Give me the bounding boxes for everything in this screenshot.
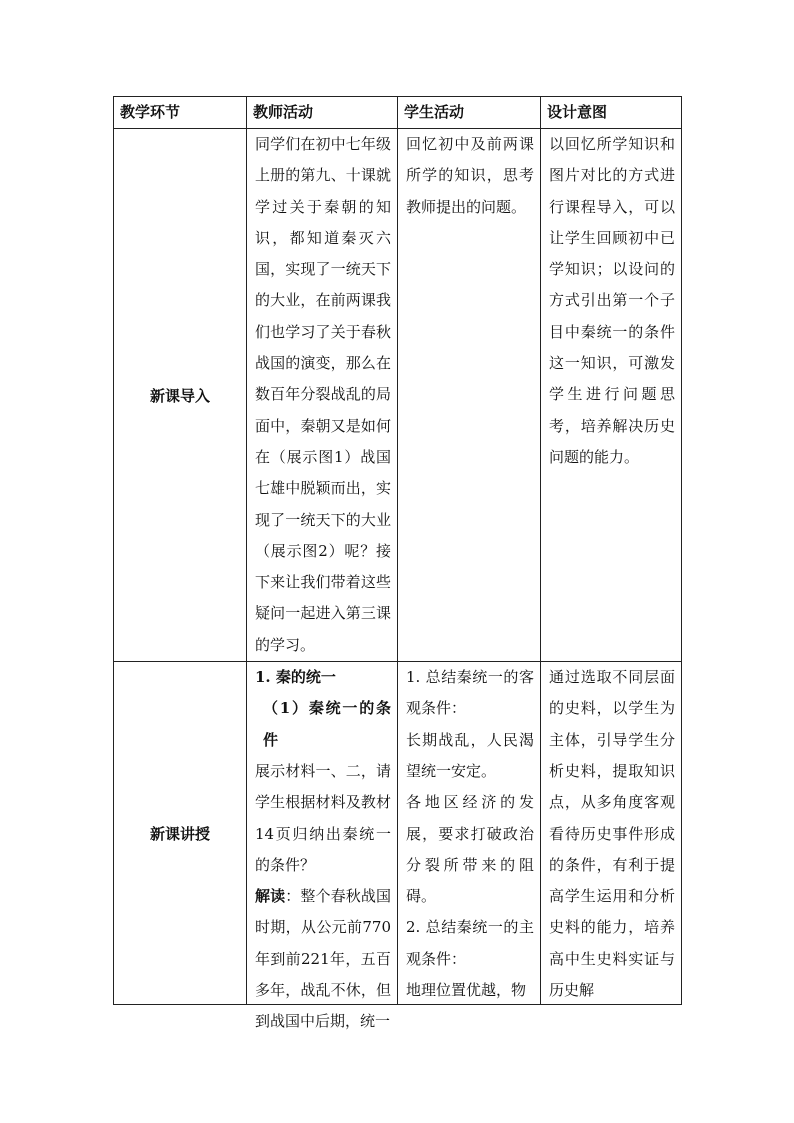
reading-label: 解读 xyxy=(255,887,286,906)
teacher-activity-introduction xyxy=(247,129,398,662)
subsection-heading: （1）秦统一的条件 xyxy=(263,699,391,749)
student-activity-line: 各地区经济的发展，要求打破政治分裂所带来的阻碍。 xyxy=(406,793,534,906)
stage-label-introduction: 新课导入 xyxy=(114,129,247,662)
student-activity-line: 地理位置优越，物 xyxy=(406,981,527,1000)
table-row-new-lesson xyxy=(114,662,682,1005)
reading-paragraph xyxy=(255,881,391,1037)
design-intent-introduction xyxy=(541,129,682,662)
student-activity-line: 长期战乱，人民渴望统一安定。 xyxy=(406,730,534,780)
lesson-plan-table xyxy=(113,96,682,1031)
teacher-activity-text: 同学们在初中七年级上册的第九、十课就学过关于秦朝的知识，都知道秦灭六国，实现了一统天下的大业，在前两课我们也学习了关于春秋战国的演变，那么在数百年分裂战乱的局面中，秦朝又是如何在（展示图1）战国七雄中脱颖而出，实现了一统天下的大业（展示图2）呢？接下来让我们带着这些疑问一起进入第三课的学习。 xyxy=(255,135,391,654)
table-row-introduction xyxy=(114,129,682,662)
header-student-activity: 学生活动 xyxy=(398,97,541,129)
design-intent-text: 通过选取不同层面的史料，以学生为主体，引导学生分析史料，提取知识点，从多角度客观看待历史事件形成的条件，有利于提高学生运用和分析史料的能力，培养高中生史料实证与历史解 xyxy=(549,668,675,1000)
section-heading: 1. 秦的统一 xyxy=(255,668,336,687)
student-activity-line: 1. 总结秦统一的客观条件： xyxy=(406,668,534,718)
teacher-activity-new-lesson xyxy=(247,662,398,1031)
student-activity-introduction xyxy=(398,129,541,662)
teacher-task-text: 展示材料一、二，请学生根据材料及教材14页归纳出秦统一的条件？ xyxy=(255,761,391,874)
design-intent-text: 以回忆所学知识和图片对比的方式进行课程导入，可以让学生回顾初中已学知识；以设问的方式引出第一个子目中秦统一的条件这一知识，可激发学生进行问题思考，培养解决历史问题的能力。 xyxy=(549,135,675,466)
student-activity-text: 回忆初中及前两课所学的知识，思考教师提出的问题。 xyxy=(406,135,534,216)
design-intent-new-lesson xyxy=(541,662,682,1005)
reading-text: ：整个春秋战国时期，从公元前770年到前221年，五百多年，战乱不休，但到战国中后期，统一 xyxy=(255,887,391,1031)
header-teacher-activity: 教师活动 xyxy=(247,97,398,129)
table-header-row xyxy=(114,97,682,129)
header-teaching-stage: 教学环节 xyxy=(114,97,247,129)
student-activity-new-lesson xyxy=(398,662,541,1005)
student-activity-line: 2. 总结秦统一的主观条件： xyxy=(406,918,534,968)
header-design-intent: 设计意图 xyxy=(541,97,682,129)
stage-label-new-lesson: 新课讲授 xyxy=(114,662,247,1005)
